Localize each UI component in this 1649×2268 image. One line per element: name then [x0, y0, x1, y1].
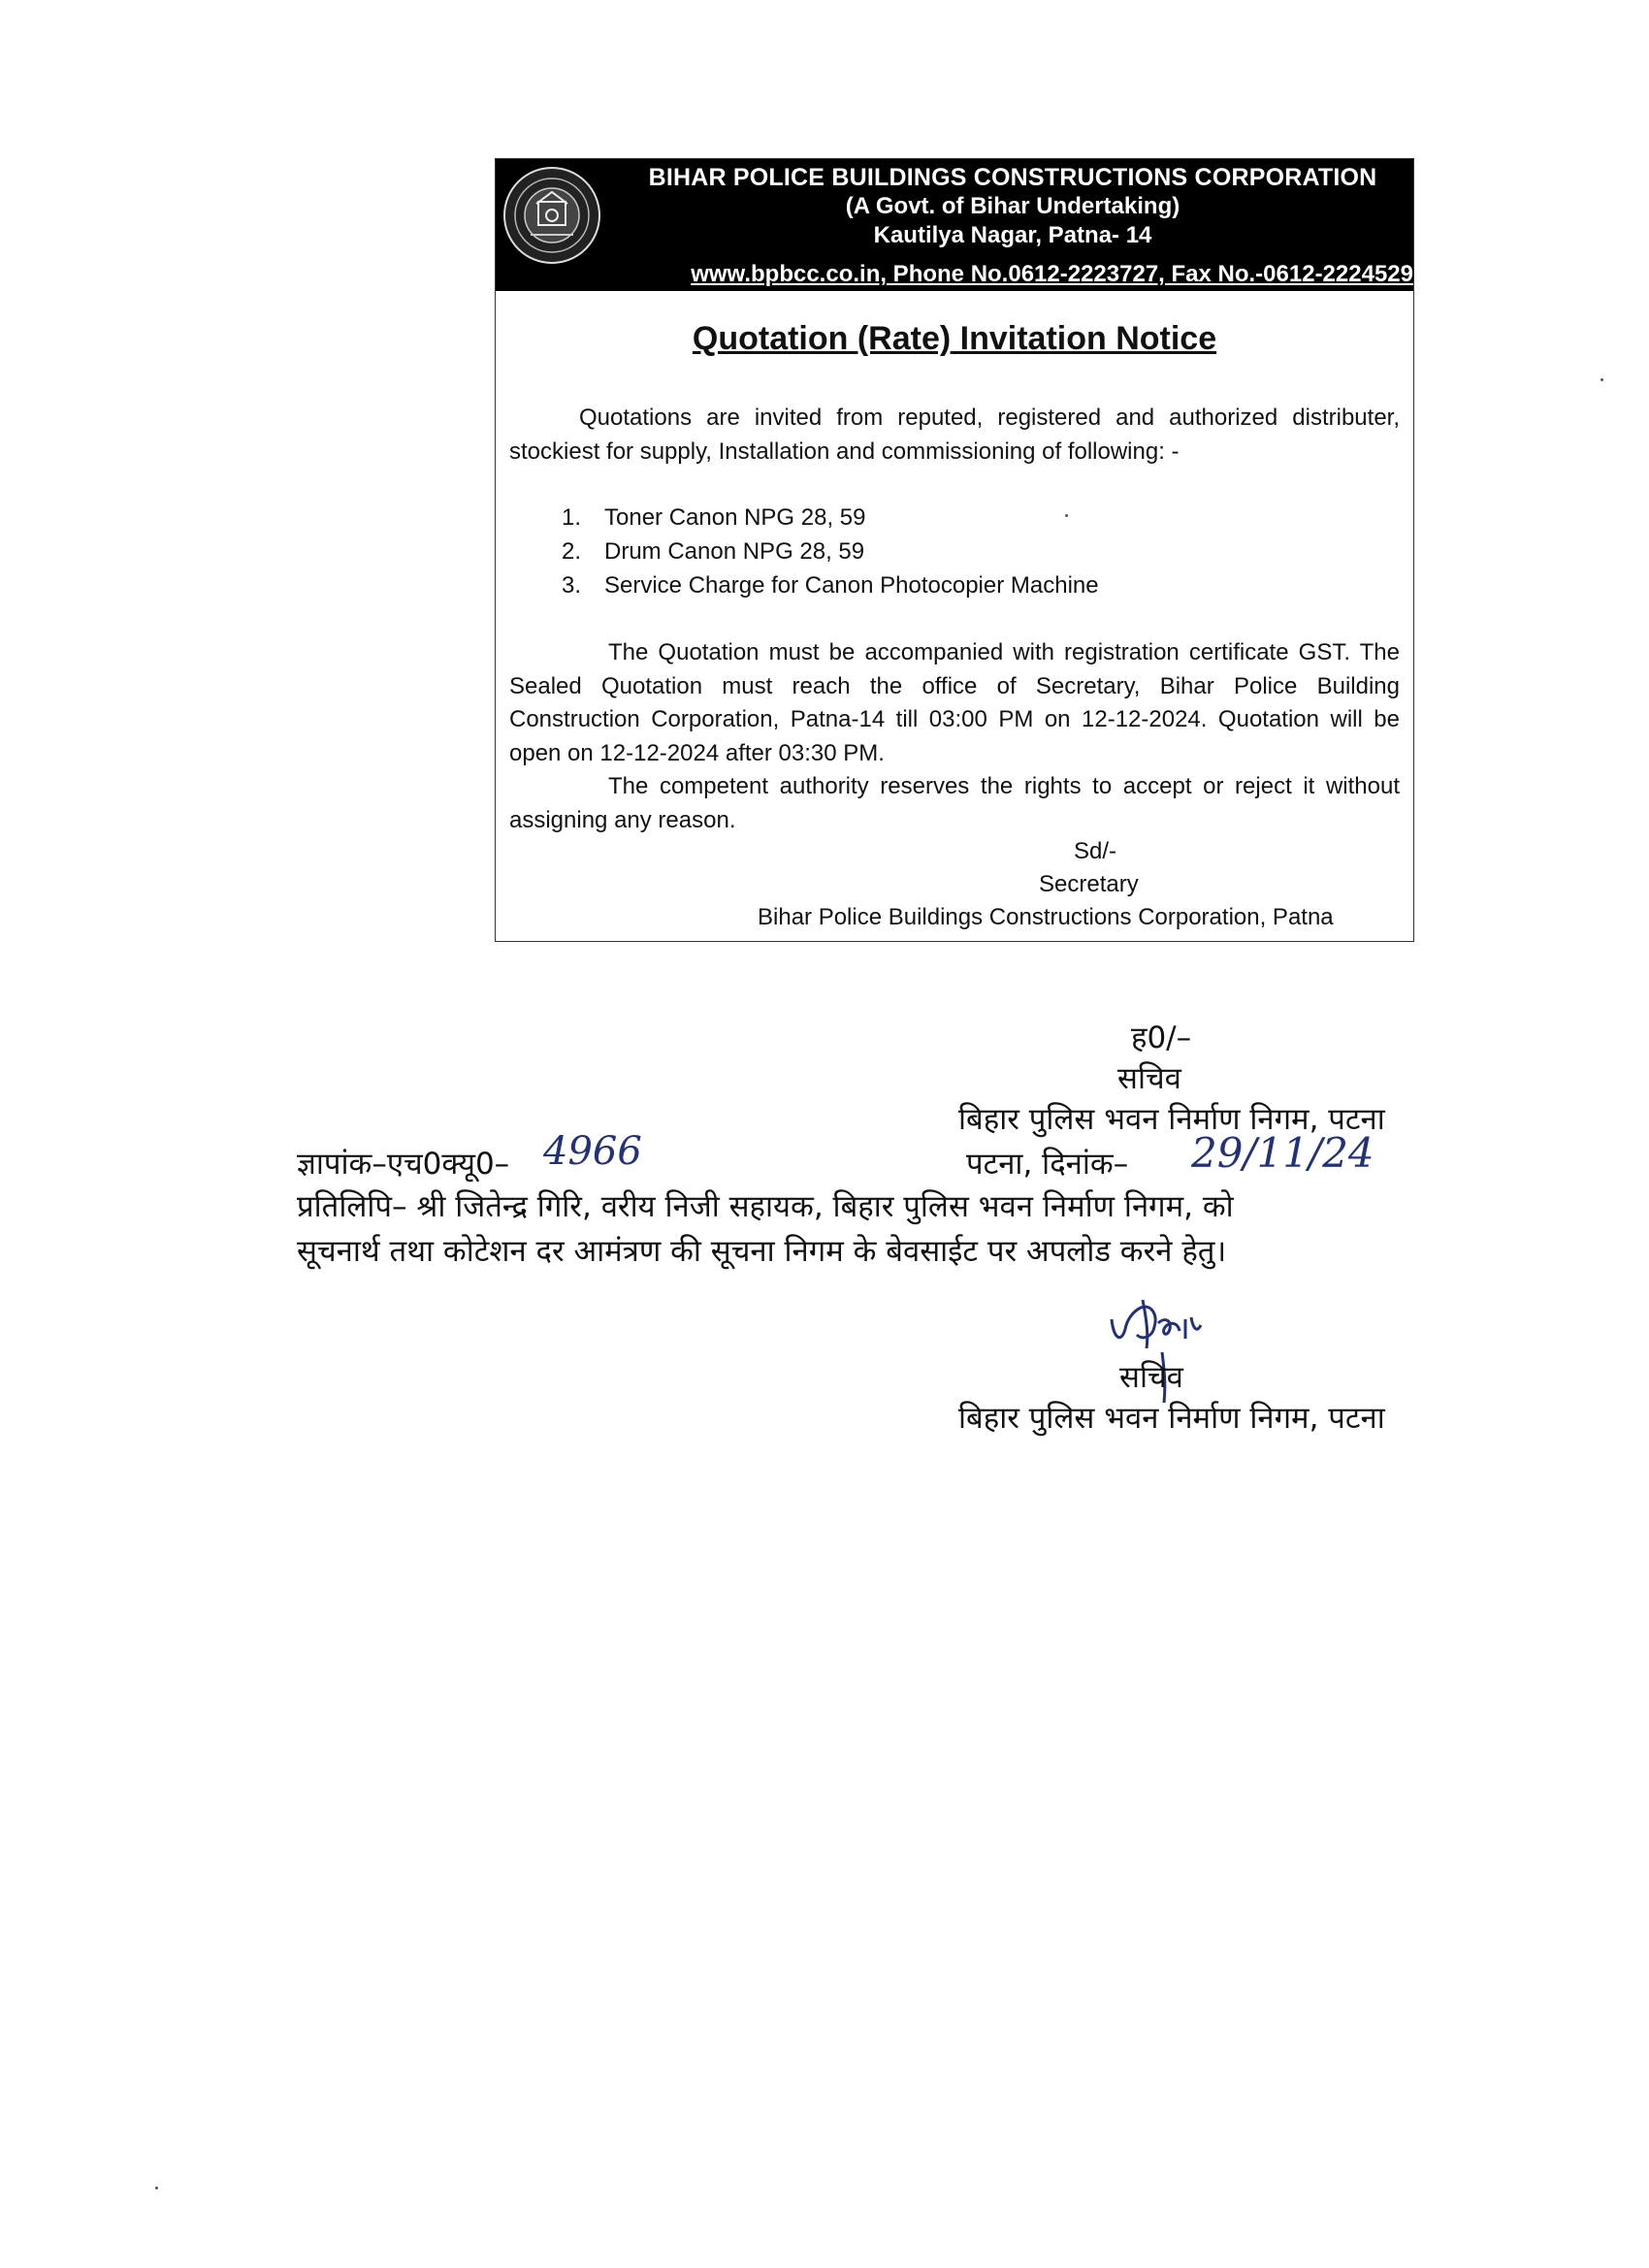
intro-paragraph: Quotations are invited from reputed, registered and authorized distributer, stockiest for supply, Installation and commissioning of following: - [509, 405, 1400, 465]
list-item [542, 568, 1396, 602]
signature-sd: Sd/- [1074, 838, 1117, 864]
date-value: 29/11/24 [1191, 1129, 1374, 1177]
scan-speck [155, 2187, 158, 2189]
hindi-org: बिहार पुलिस भवन निर्माण निगम, पटना [958, 1102, 1385, 1137]
list-item [542, 501, 1396, 535]
item-text: Service Charge for Canon Photocopier Machine [604, 572, 1099, 599]
hindi-org-2: बिहार पुलिस भवन निर्माण निगम, पटना [958, 1401, 1385, 1436]
list-item [542, 535, 1396, 568]
item-number: 3. [562, 572, 582, 599]
copy-line-1: प्रतिलिपि– श्री जितेन्द्र गिरि, वरीय निजी सहायक, बिहार पुलिस भवन निर्माण निगम, को [297, 1189, 1234, 1224]
signature-org: Bihar Police Buildings Constructions Corporation, Patna [758, 904, 1334, 930]
item-number: 2. [562, 538, 582, 565]
hindi-sachiv: सचिव [1117, 1061, 1181, 1096]
item-text: Drum Canon NPG 28, 59 [604, 538, 865, 565]
org-subtitle: (A Govt. of Bihar Undertaking) [845, 193, 1180, 219]
scan-speck [1065, 514, 1068, 517]
signature-title: Secretary [1039, 871, 1139, 897]
item-list [542, 501, 1396, 602]
notice-title: Quotation (Rate) Invitation Notice [692, 320, 1217, 357]
letterhead [496, 159, 1413, 291]
authority-paragraph: The competent authority reserves the rights to accept or reject it without assigning any reason. [509, 773, 1400, 833]
reference-number: 4966 [543, 1129, 642, 1174]
reference-label: ज्ञापांक–एच0क्यू0– [297, 1147, 510, 1182]
scan-speck [1600, 378, 1603, 381]
item-number: 1. [562, 504, 582, 531]
quotation-notice [495, 158, 1414, 942]
item-text: Toner Canon NPG 28, 59 [604, 504, 866, 531]
org-address: Kautilya Nagar, Patna- 14 [873, 222, 1152, 248]
copy-line-2: सूचनार्थ तथा कोटेशन दर आमंत्रण की सूचना निगम के बेवसाईट पर अपलोड करने हेतु। [297, 1234, 1227, 1269]
org-contact: www.bpbcc.co.in, Phone No.0612-2223727, Fax No.-0612-2224529 [691, 261, 1413, 287]
seal-emblem-icon [501, 165, 602, 266]
date-label: पटना, दिनांक– [966, 1147, 1129, 1182]
org-name: BIHAR POLICE BUILDINGS CONSTRUCTIONS CORPORATION [648, 164, 1377, 191]
hindi-sd: ह0/– [1131, 1021, 1192, 1055]
conditions-paragraph: The Quotation must be accompanied with registration certificate GST. The Sealed Quotation must reach the office of Secretary, Bihar Police Building Construction Corporation, Patna-14 till 03:00 PM on 12-12-2024. Quotation will be open on 12-12-2024 after 03:30 PM. [509, 639, 1400, 766]
hindi-sachiv-2: सचिव [1119, 1360, 1183, 1395]
